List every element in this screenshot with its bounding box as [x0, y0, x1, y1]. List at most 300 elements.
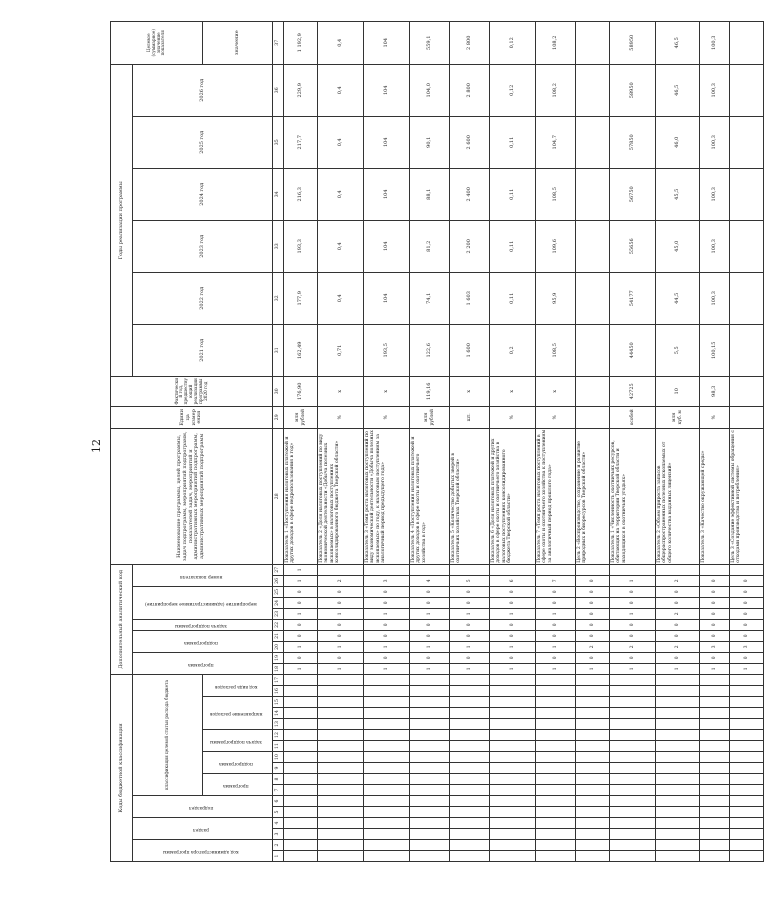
code-cell [284, 763, 318, 774]
header-subprogram-code [133, 630, 273, 652]
year-value: 104 [364, 116, 410, 168]
code-cell [576, 686, 610, 697]
code-cell [536, 686, 576, 697]
code-cell [490, 774, 536, 785]
code-cell: 5 [450, 575, 490, 586]
indicator-name: Показатель 7 «Темп роста налоговых поступлений в сфере охоты и охотничьего хозяйства к поступлениям за аналогичный период прошлого года» [536, 428, 576, 564]
code-cell [410, 796, 450, 807]
table-row [536, 21, 576, 861]
admin-code-label: код администратора программы [163, 848, 239, 854]
code-cell: 0 [284, 586, 318, 597]
year-value: 108,2 [536, 64, 576, 116]
code-cell [364, 674, 410, 685]
code-cell [364, 796, 410, 807]
code-cell [610, 686, 656, 697]
indicator-name: Показатель 1 «Численность охотничьих ресурсов, обитающих на территории Тверской области и находящихся в охотничьих угодьях» [610, 428, 656, 564]
column-number: 34 [273, 168, 284, 220]
code-cell [318, 774, 364, 785]
base-year-value [730, 376, 764, 406]
year-value: 46,5 [656, 64, 700, 116]
code-cell: 0 [318, 652, 364, 663]
code-cell: 2 [610, 641, 656, 652]
year-value: 0,2 [490, 324, 536, 376]
base-year-value: х [364, 376, 410, 406]
indicator-name: Показатель 5 «Количество добытых зверей в охотничьих хозяйствах Тверской области» [450, 428, 490, 564]
target-value: 100,3 [700, 21, 730, 64]
column-number: 29 [273, 406, 284, 428]
code-cell [656, 564, 700, 575]
code-cell [576, 564, 610, 575]
code-cell: 0 [700, 619, 730, 630]
code-cell [284, 829, 318, 840]
year-value: 100,3 [700, 220, 730, 272]
year-value: 216,3 [284, 168, 318, 220]
target-value: 2 800 [450, 21, 490, 64]
code-cell [656, 741, 700, 752]
header-year-4: 2024 год [133, 168, 273, 220]
code-cell [364, 785, 410, 796]
code-cell [364, 763, 410, 774]
code-cell [284, 785, 318, 796]
column-number: 7 [273, 785, 284, 796]
year-value: 177,9 [284, 272, 318, 324]
task-code-label: задача подпрограммы [175, 623, 228, 629]
code-cell: 1 [318, 608, 364, 619]
code-cell: 0 [364, 630, 410, 641]
header-program-years: Годы реализации программы [111, 64, 133, 376]
code-cell: 1 [410, 663, 450, 674]
code-cell: 0 [730, 608, 764, 619]
code-cell [318, 674, 364, 685]
year-value: 2 600 [450, 116, 490, 168]
column-number: 36 [273, 64, 284, 116]
code-cell [410, 807, 450, 818]
code-cell [656, 774, 700, 785]
column-number: 28 [273, 428, 284, 564]
indicator-name: Цель 3 «Создание эффективной системы обращения с отходами производства и потребления» [730, 428, 764, 564]
code-cell [364, 851, 410, 862]
code-cell [410, 763, 450, 774]
code-cell [610, 674, 656, 685]
base-year-value: 176,90 [284, 376, 318, 406]
code-cell: 3 [364, 575, 410, 586]
code-cell: 0 [364, 652, 410, 663]
header-kcs-direction [203, 697, 273, 730]
code-cell [318, 708, 364, 719]
unit-cell: млн рублей [410, 406, 450, 428]
table-row [490, 21, 536, 861]
year-value: 0,11 [490, 116, 536, 168]
code-cell [610, 697, 656, 708]
code-cell [284, 697, 318, 708]
code-cell: 0 [450, 586, 490, 597]
header-year-3: 2023 год [133, 220, 273, 272]
year-value: 108,5 [536, 324, 576, 376]
year-value: 0,4 [318, 116, 364, 168]
unit-cell: % [318, 406, 364, 428]
code-cell [318, 763, 364, 774]
code-cell [490, 719, 536, 730]
code-cell: 0 [610, 652, 656, 663]
year-value [576, 272, 610, 324]
header-year-6: 2026 год [133, 64, 273, 116]
year-value [730, 64, 764, 116]
code-cell: 1 [410, 641, 450, 652]
code-cell [656, 719, 700, 730]
year-value: 229,9 [284, 64, 318, 116]
code-cell [450, 564, 490, 575]
code-cell: 2 [318, 575, 364, 586]
header-name-column: Наименование программы, целей программы, задач подпрограмм, мероприятий подпрограмм, показателей задач, мероприятий и административных мероприятий подпрограмм, административных мероприятий подпрограмм [111, 428, 273, 564]
code-cell [450, 840, 490, 851]
column-number: 16 [273, 686, 284, 697]
code-cell [410, 564, 450, 575]
target-value: 46,5 [656, 21, 700, 64]
code-cell: 0 [730, 619, 764, 630]
code-cell [318, 796, 364, 807]
unit-cell: % [536, 406, 576, 428]
code-cell [410, 851, 450, 862]
unit-cell: особей [610, 406, 656, 428]
code-cell: 0 [410, 619, 450, 630]
code-cell [536, 840, 576, 851]
code-cell [730, 741, 764, 752]
code-cell [450, 851, 490, 862]
code-cell: 0 [410, 597, 450, 608]
header-year-5: 2025 год [133, 116, 273, 168]
code-cell: 0 [536, 652, 576, 663]
code-cell: 1 [730, 663, 764, 674]
code-cell: 1 [576, 663, 610, 674]
code-cell [700, 796, 730, 807]
code-cell [730, 774, 764, 785]
code-cell [730, 851, 764, 862]
code-cell [656, 752, 700, 763]
header-program-code [133, 652, 273, 674]
table-row [700, 21, 730, 861]
target-value: 0,12 [490, 21, 536, 64]
column-number: 15 [273, 697, 284, 708]
table-row [656, 21, 700, 861]
code-cell [610, 564, 656, 575]
code-cell [450, 719, 490, 730]
column-number: 32 [273, 272, 284, 324]
measure-label: мероприятие (административное мероприятие) [145, 601, 257, 607]
indicator-name: Показатель 2 «Объем прироста запасов общераспространенных полезных ископаемых от общего количества выданных лицензий» [656, 428, 700, 564]
code-cell: 0 [410, 630, 450, 641]
code-cell [364, 564, 410, 575]
code-cell: 0 [656, 630, 700, 641]
year-value: 0,71 [318, 324, 364, 376]
code-cell [450, 686, 490, 697]
code-cell [730, 730, 764, 741]
code-cell [536, 741, 576, 752]
code-cell [410, 719, 450, 730]
code-cell [576, 708, 610, 719]
header-razdel [133, 818, 273, 840]
code-cell: 1 [490, 608, 536, 619]
header-admin-code [133, 840, 273, 862]
header-kcs-program [203, 774, 273, 796]
code-cell [730, 752, 764, 763]
column-number: 5 [273, 807, 284, 818]
header-kcs-group: классификация целевой статьи расхода бюджета [133, 674, 203, 795]
code-cell: 0 [576, 652, 610, 663]
code-cell [364, 730, 410, 741]
code-cell [364, 829, 410, 840]
code-cell [450, 752, 490, 763]
code-cell [576, 741, 610, 752]
code-cell [656, 763, 700, 774]
code-cell [450, 674, 490, 685]
year-value [730, 220, 764, 272]
code-cell [536, 818, 576, 829]
column-number: 2 [273, 840, 284, 851]
year-value: 217,7 [284, 116, 318, 168]
code-cell [656, 697, 700, 708]
column-number: 35 [273, 116, 284, 168]
code-cell [450, 829, 490, 840]
year-value: 104,0 [410, 64, 450, 116]
code-cell [700, 730, 730, 741]
code-cell [318, 697, 364, 708]
year-value [576, 116, 610, 168]
code-cell [490, 741, 536, 752]
header-budget-codes: Коды бюджетной классификации [111, 674, 133, 861]
year-value: 100,15 [700, 324, 730, 376]
column-number: 37 [273, 21, 284, 64]
code-cell [284, 818, 318, 829]
code-cell: 1 [284, 608, 318, 619]
code-cell [576, 807, 610, 818]
indicator-name: Показатель 3 «Качество окружающей среды» [700, 428, 730, 564]
code-cell [700, 719, 730, 730]
year-value: 162,49 [284, 324, 318, 376]
code-cell [364, 774, 410, 785]
code-cell: 0 [410, 652, 450, 663]
code-cell [700, 807, 730, 818]
code-cell [730, 763, 764, 774]
code-cell: 0 [318, 619, 364, 630]
code-cell: 0 [730, 597, 764, 608]
code-cell: 0 [656, 652, 700, 663]
code-cell: 0 [576, 608, 610, 619]
column-number: 10 [273, 752, 284, 763]
code-cell [450, 708, 490, 719]
code-cell [490, 674, 536, 685]
code-cell [700, 686, 730, 697]
code-cell [318, 818, 364, 829]
code-cell [318, 719, 364, 730]
column-number: 8 [273, 774, 284, 785]
column-number: 24 [273, 597, 284, 608]
unit-cell: % [364, 406, 410, 428]
code-cell: 1 [610, 663, 656, 674]
code-cell: 0 [490, 630, 536, 641]
unit-cell [576, 406, 610, 428]
code-cell [700, 564, 730, 575]
code-cell [536, 774, 576, 785]
column-number: 30 [273, 376, 284, 406]
code-cell [700, 674, 730, 685]
code-cell: 1 [284, 641, 318, 652]
code-cell: 1 [536, 608, 576, 619]
code-cell [610, 796, 656, 807]
code-cell [730, 818, 764, 829]
year-value: 104 [364, 272, 410, 324]
base-year-value: 42725 [610, 376, 656, 406]
code-cell: 0 [730, 652, 764, 663]
code-cell [318, 840, 364, 851]
code-cell: 1 [610, 575, 656, 586]
code-cell [490, 785, 536, 796]
code-cell [700, 774, 730, 785]
code-cell [536, 829, 576, 840]
code-cell [536, 763, 576, 774]
code-cell: 0 [656, 597, 700, 608]
year-value: 44,5 [656, 272, 700, 324]
code-cell [410, 818, 450, 829]
code-cell [536, 708, 576, 719]
code-cell [364, 818, 410, 829]
code-cell: 0 [610, 586, 656, 597]
year-value: 45,5 [656, 168, 700, 220]
year-value [730, 168, 764, 220]
code-cell [318, 686, 364, 697]
unit-cell: млн куб. м [656, 406, 700, 428]
code-cell: 0 [700, 586, 730, 597]
code-cell [450, 763, 490, 774]
code-cell [536, 752, 576, 763]
code-cell: 1 [284, 564, 318, 575]
base-year-value: х [450, 376, 490, 406]
code-cell [490, 851, 536, 862]
year-value: 1 600 [450, 324, 490, 376]
column-number: 20 [273, 641, 284, 652]
indicator-name: Показатель 2 «Доля налоговых поступлений по виду экономической деятельности «Добыча полезных ископаемых» в налоговых поступлениях консолидированного бюджета Тверской области» [318, 428, 364, 564]
table-row [284, 21, 318, 861]
code-cell [576, 774, 610, 785]
code-cell [700, 785, 730, 796]
header-indicator-no [133, 564, 273, 586]
code-cell [576, 840, 610, 851]
target-value: 104 [364, 21, 410, 64]
code-cell [410, 730, 450, 741]
code-cell [656, 840, 700, 851]
code-cell: 1 [700, 663, 730, 674]
code-cell [576, 851, 610, 862]
code-cell [576, 796, 610, 807]
code-cell [576, 763, 610, 774]
code-cell [364, 697, 410, 708]
year-value: 0,4 [318, 168, 364, 220]
table-row [576, 21, 610, 861]
unit-cell: млн рублей [284, 406, 318, 428]
code-cell [656, 708, 700, 719]
column-number: 9 [273, 763, 284, 774]
code-cell: 2 [656, 641, 700, 652]
kcs-direction-label: направление расходов [209, 711, 263, 717]
code-cell: 1 [284, 663, 318, 674]
code-cell [284, 708, 318, 719]
code-cell: 0 [700, 575, 730, 586]
code-cell [576, 829, 610, 840]
column-number: 31 [273, 324, 284, 376]
column-number: 14 [273, 708, 284, 719]
code-cell: 7 [536, 575, 576, 586]
code-cell [576, 674, 610, 685]
code-cell [610, 719, 656, 730]
code-cell: 0 [318, 586, 364, 597]
base-year-value: 119,16 [410, 376, 450, 406]
code-cell: 1 [410, 608, 450, 619]
code-cell: 0 [364, 597, 410, 608]
code-cell [490, 686, 536, 697]
code-cell [536, 807, 576, 818]
code-cell: 0 [536, 630, 576, 641]
year-value: 0,4 [318, 272, 364, 324]
code-cell [284, 774, 318, 785]
code-cell: 0 [730, 575, 764, 586]
year-value [576, 324, 610, 376]
code-cell [700, 752, 730, 763]
column-number: 13 [273, 719, 284, 730]
code-cell [656, 818, 700, 829]
year-value: 108,5 [536, 168, 576, 220]
table-row [318, 21, 364, 861]
code-cell: 1 [610, 608, 656, 619]
code-cell [450, 785, 490, 796]
code-cell [410, 674, 450, 685]
code-cell [610, 774, 656, 785]
base-year-value [576, 376, 610, 406]
code-cell: 1 [490, 663, 536, 674]
code-cell: 0 [284, 597, 318, 608]
year-value: 104 [364, 220, 410, 272]
column-number: 6 [273, 796, 284, 807]
column-number: 22 [273, 619, 284, 630]
target-value [576, 21, 610, 64]
column-number: 17 [273, 674, 284, 685]
code-cell [700, 829, 730, 840]
base-year-value: х [536, 376, 576, 406]
code-cell: 1 [364, 663, 410, 674]
target-value: 108,2 [536, 21, 576, 64]
code-cell [364, 807, 410, 818]
header-unit: Единица измерения [111, 406, 273, 428]
header-year-1: 2021 год [133, 324, 273, 376]
code-cell [536, 719, 576, 730]
code-cell [410, 741, 450, 752]
code-cell: 0 [730, 586, 764, 597]
program-indicators-table [110, 21, 764, 862]
header-measure [133, 586, 273, 619]
column-number: 12 [273, 730, 284, 741]
code-cell [450, 807, 490, 818]
year-value: 0,4 [318, 64, 364, 116]
code-cell: 0 [610, 597, 656, 608]
code-cell [610, 818, 656, 829]
column-number: 3 [273, 829, 284, 840]
code-cell [656, 807, 700, 818]
code-cell [490, 752, 536, 763]
code-cell [656, 674, 700, 685]
indicator-name: Показатель 3 «Темп роста налоговых поступлений по виду экономической деятельности «Добыча полезных ископаемых» по году, к налоговым поступлениям за аналогичный период предыдущего года» [364, 428, 410, 564]
code-cell [656, 796, 700, 807]
code-cell [656, 851, 700, 862]
code-cell: 0 [576, 619, 610, 630]
year-value [730, 272, 764, 324]
